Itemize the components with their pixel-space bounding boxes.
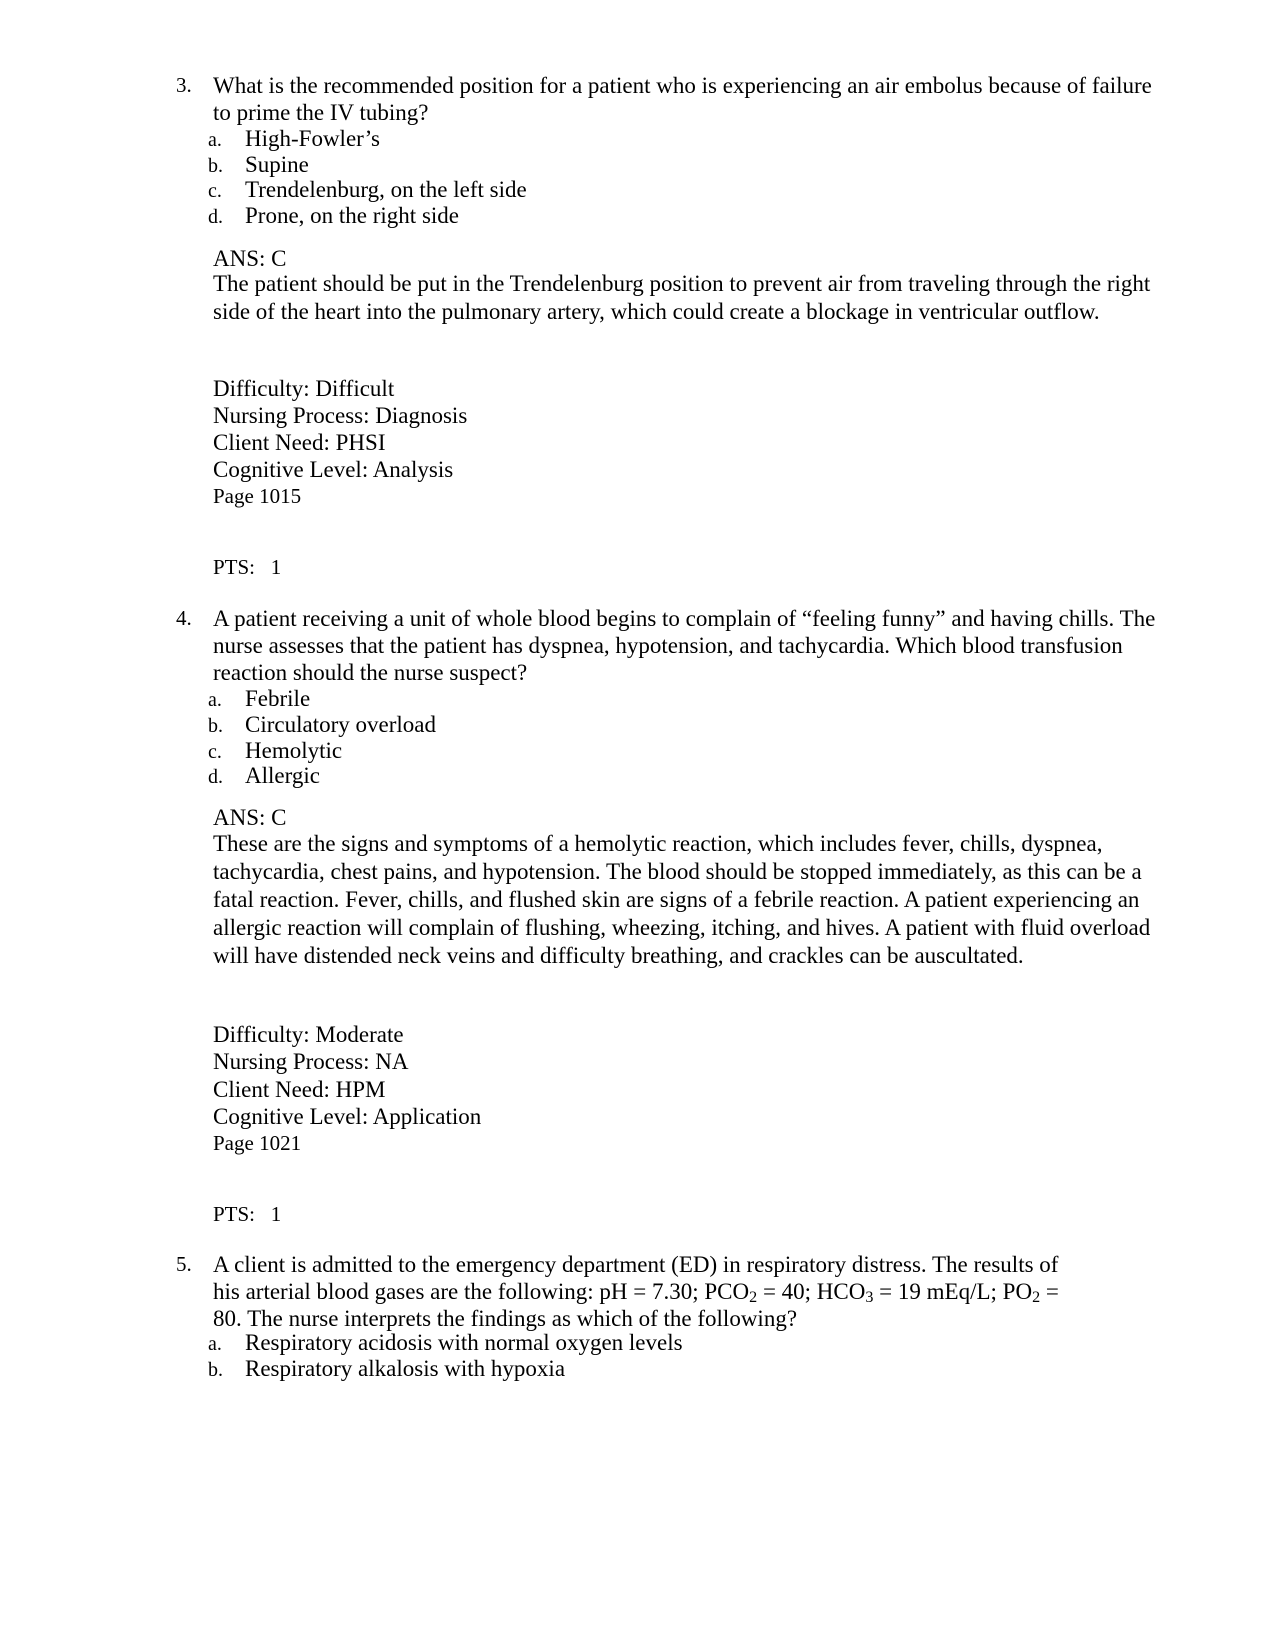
stem-line-3: 80. The nurse interprets the findings as which of the following? bbox=[213, 1306, 798, 1331]
option-d bbox=[208, 202, 459, 229]
client-need: Client Need: PHSI bbox=[213, 430, 386, 455]
nursing-process: Nursing Process: Diagnosis bbox=[213, 403, 468, 428]
option-c bbox=[208, 737, 342, 764]
page-reference: Page 1015 bbox=[213, 484, 302, 508]
option-text: Supine bbox=[245, 152, 309, 177]
cognitive-level: Cognitive Level: Analysis bbox=[213, 457, 454, 482]
option-d bbox=[208, 762, 320, 789]
option-letter: b. bbox=[208, 155, 223, 177]
option-letter: a. bbox=[208, 129, 222, 151]
option-letter: a. bbox=[208, 1333, 222, 1355]
option-letter: c. bbox=[208, 741, 222, 763]
option-letter: a. bbox=[208, 689, 222, 711]
option-text: Respiratory alkalosis with hypoxia bbox=[245, 1356, 566, 1381]
option-c bbox=[208, 176, 527, 203]
answer-key: ANS: C bbox=[213, 246, 287, 271]
cognitive-level: Cognitive Level: Application bbox=[213, 1104, 482, 1129]
question-number: 3. bbox=[176, 73, 192, 97]
difficulty: Difficulty: Difficult bbox=[213, 376, 395, 401]
option-letter: b. bbox=[208, 715, 223, 737]
option-text: Febrile bbox=[245, 686, 311, 711]
option-text: Hemolytic bbox=[245, 738, 343, 763]
stem-line-1: A client is admitted to the emergency department (ED) in respiratory distress. The results of bbox=[213, 1252, 1059, 1277]
points: PTS: 1 bbox=[213, 1202, 282, 1226]
option-text: Prone, on the right side bbox=[245, 203, 459, 228]
option-text: Respiratory acidosis with normal oxygen levels bbox=[245, 1330, 683, 1355]
option-text: Allergic bbox=[245, 763, 320, 788]
subscript: 2 bbox=[1032, 1289, 1041, 1307]
rationale: The patient should be put in the Trendelenburg position to prevent air from traveling through the right side of the heart into the pulmonary artery, which could create a blockage in ventricular outflow. bbox=[213, 271, 1151, 324]
option-letter: c. bbox=[208, 180, 222, 202]
option-letter: b. bbox=[208, 1359, 223, 1381]
option-b bbox=[208, 151, 309, 178]
subscript: 2 bbox=[749, 1289, 758, 1307]
option-a bbox=[208, 685, 310, 712]
option-a bbox=[208, 1329, 683, 1356]
question-stem: A patient receiving a unit of whole blood begins to complain of “feeling funny” and having chills. The nurse assesses that the patient has dyspnea, hypotension, and tachycardia. Which blood transfusion reaction should the nurse suspect? bbox=[213, 606, 1156, 685]
option-text: Circulatory overload bbox=[245, 712, 436, 737]
option-text: Trendelenburg, on the left side bbox=[245, 177, 527, 202]
question-number: 5. bbox=[176, 1252, 192, 1276]
stem-text: = 19 mEq/L; PO bbox=[873, 1279, 1033, 1304]
question-stem bbox=[213, 1251, 1173, 1332]
rationale: These are the signs and symptoms of a hemolytic reaction, which includes fever, chills, dyspnea, tachycardia, chest pains, and hypotension. The blood should be stopped immediately, as this can be a fatal reaction. Fever, chills, and flushed skin are signs of a febrile reaction. A patient experiencing an allergic reaction will complain of flushing, wheezing, itching, and hives. A patient with fluid overload will have distended neck veins and difficulty breathing, and crackles can be auscultated. bbox=[213, 831, 1151, 968]
option-letter: d. bbox=[208, 206, 223, 228]
points: PTS: 1 bbox=[213, 555, 282, 579]
option-b bbox=[208, 1355, 565, 1382]
client-need: Client Need: HPM bbox=[213, 1077, 386, 1102]
option-b bbox=[208, 711, 436, 738]
stem-text: = bbox=[1040, 1279, 1059, 1304]
subscript: 3 bbox=[865, 1289, 874, 1307]
option-text: High-Fowler’s bbox=[245, 126, 381, 151]
stem-text: = 40; HCO bbox=[757, 1279, 866, 1304]
question-stem: What is the recommended position for a patient who is experiencing an air embolus because of failure to prime the IV tubing? bbox=[213, 73, 1152, 125]
stem-text: his arterial blood gases are the following: pH = 7.30; PCO bbox=[213, 1279, 750, 1304]
page-reference: Page 1021 bbox=[213, 1131, 302, 1155]
question-number: 4. bbox=[176, 606, 192, 630]
answer-key: ANS: C bbox=[213, 805, 287, 830]
option-letter: d. bbox=[208, 766, 223, 788]
nursing-process: Nursing Process: NA bbox=[213, 1049, 409, 1074]
option-a bbox=[208, 125, 380, 152]
stem-line-2 bbox=[213, 1278, 1173, 1305]
difficulty: Difficulty: Moderate bbox=[213, 1022, 404, 1047]
